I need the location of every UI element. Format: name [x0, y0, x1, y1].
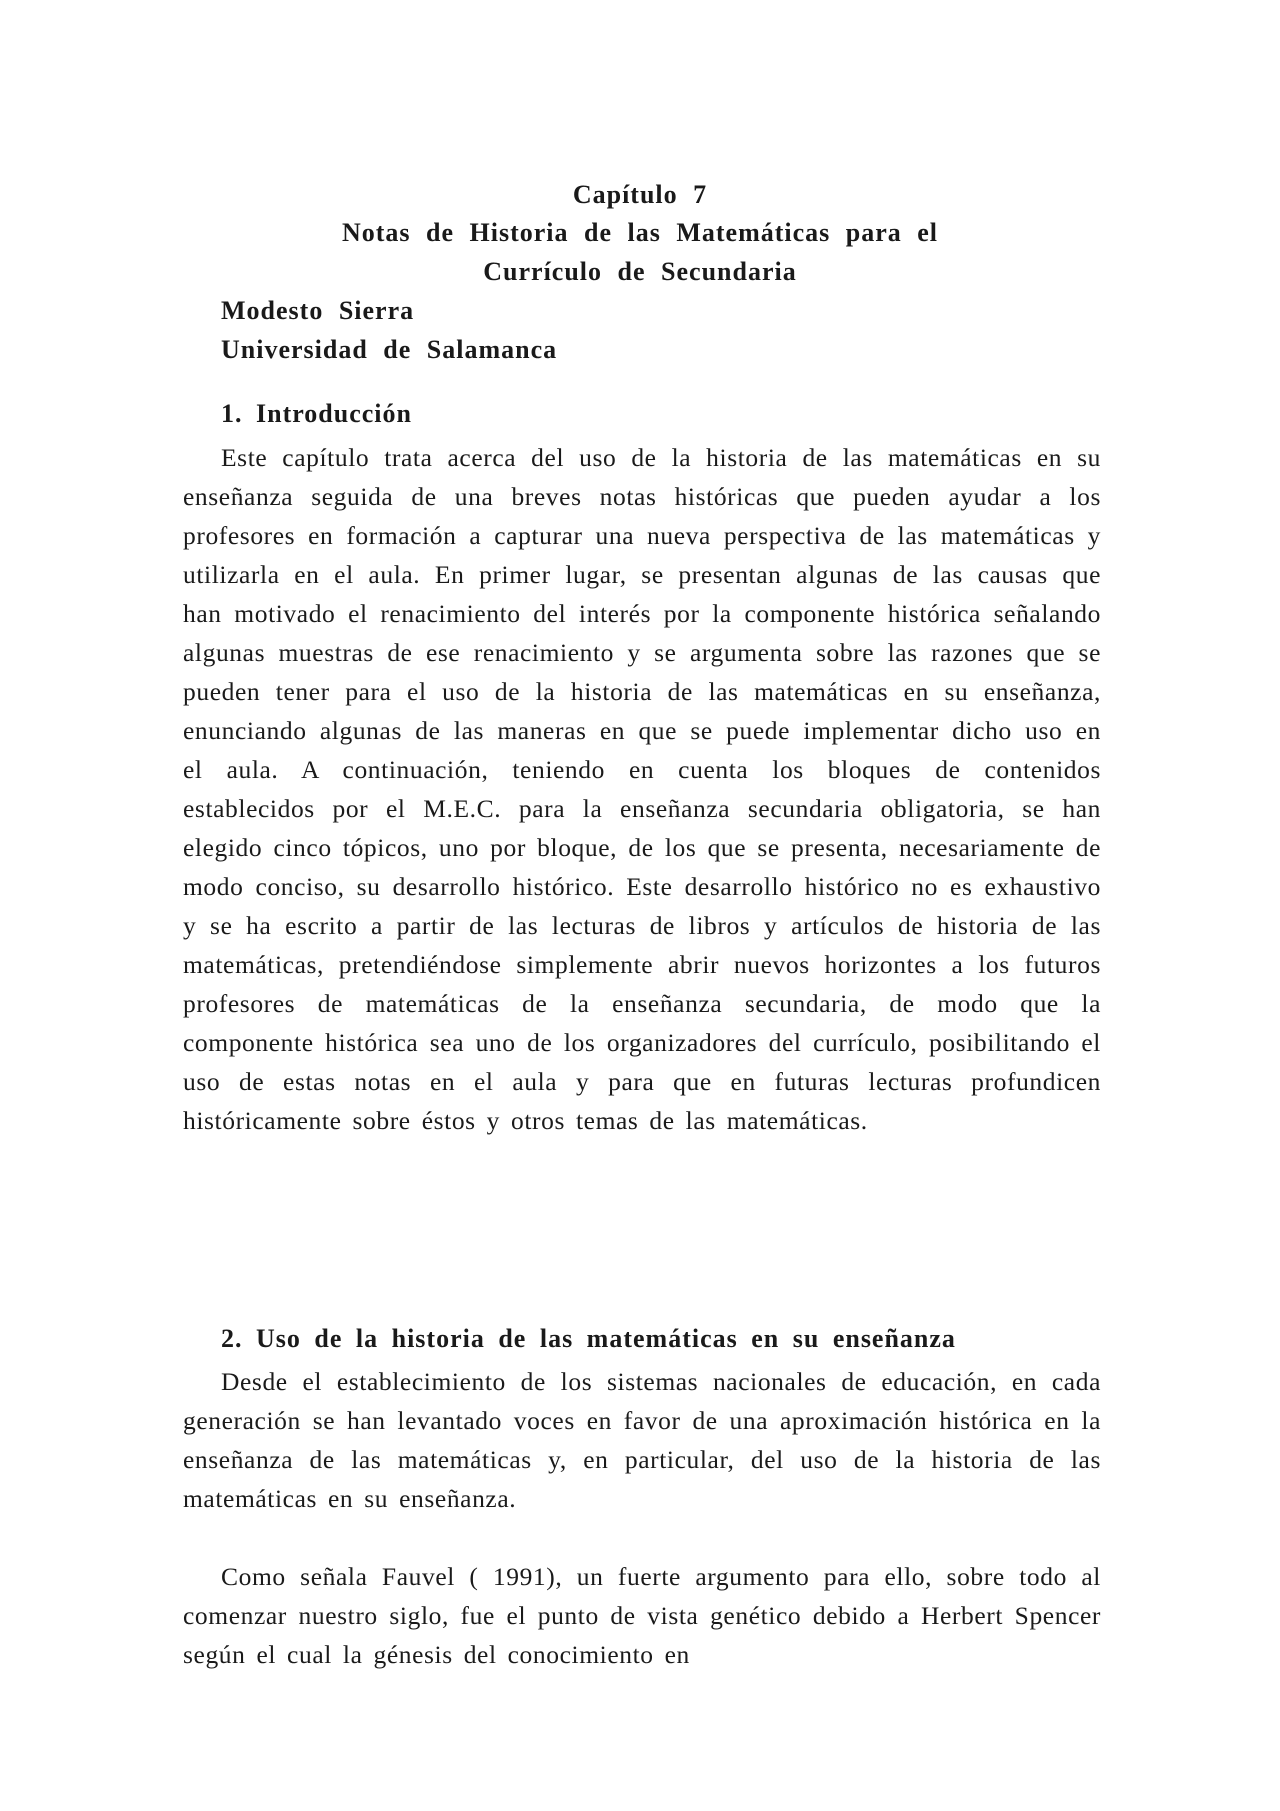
chapter-title-line-2: Currículo de Secundaria	[483, 257, 797, 286]
author-affiliation: Universidad de Salamanca	[221, 335, 558, 364]
section-1-paragraph-1: Este capítulo trata acerca del uso de la historia de las matemáticas en su enseñanza seguida de una breves notas históricas que pueden ayudar a los profesores en formación a capturar una nueva perspectiva de las matemáticas y utilizarla en el aula. En primer lugar, se presentan algunas de las causas que han motivado el renacimiento del interés por la componente histórica señalando algunas muestras de ese renacimiento y se argumenta sobre las razones que se pueden tener para el uso de la historia de las matemáticas en su enseñanza, enunciando algunas de las maneras en que se puede implementar dicho uso en el aula. A continuación, teniendo en cuenta los bloques de contenidos establecidos por el M.E.C. para la enseñanza secundaria obligatoria, se han elegido cinco tópicos, uno por bloque, de los que se presenta, necesariamente de modo conciso, su desarrollo histórico. Este desarrollo histórico no es exhaustivo y se ha escrito a partir de las lecturas de libros y artículos de historia de las matemáticas, pretendiéndose simplemente abrir nuevos horizontes a los futuros profesores de matemáticas de la enseñanza secundaria, de modo que la componente histórica sea uno de los organizadores del currículo, posibilitando el uso de estas notas en el aula y para que en futuras lecturas profundicen históricamente sobre éstos y otros temas de las matemáticas.	[183, 443, 1101, 1135]
section-2-heading: 2. Uso de la historia de las matemáticas en su enseñanza	[221, 1324, 956, 1353]
chapter-title-line-1: Notas de Historia de las Matemáticas para el	[341, 218, 939, 247]
section-1-heading: 1. Introducción	[221, 399, 412, 428]
section-2-paragraph-1: Desde el establecimiento de los sistemas nacionales de educación, en cada generación se han levantado voces en favor de una aproximación histórica en la enseñanza de las matemáticas y, en particular, del uso de la historia de las matemáticas en su enseñanza.	[183, 1367, 1101, 1513]
chapter-label: Capítulo 7	[572, 180, 708, 209]
author-name: Modesto Sierra	[221, 296, 415, 325]
section-2-paragraph-2: Como señala Fauvel ( 1991), un fuerte argumento para ello, sobre todo al comenzar nuestro siglo, fue el punto de vista genético debido a Herbert Spencer según el cual la génesis del conocimiento en	[183, 1562, 1101, 1669]
